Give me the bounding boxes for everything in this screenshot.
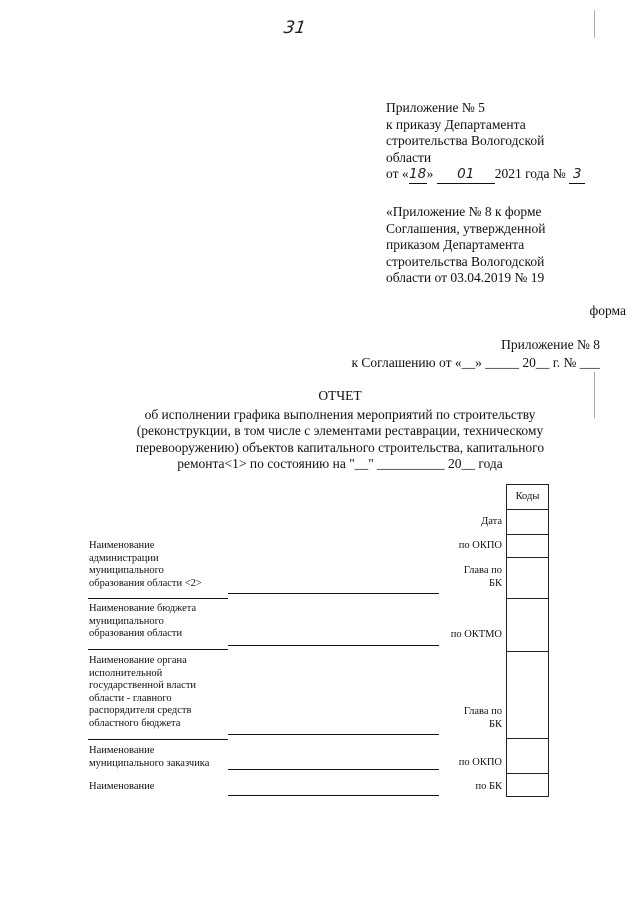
appendix8-agreement: к Соглашению от «__» _____ 20__ г. № ___: [351, 355, 600, 370]
label-organ-5: распорядителя средств: [89, 705, 192, 716]
label-glava-bk2-a: Глава по: [463, 706, 502, 717]
appendix8-note-line3: приказом Департамента: [386, 237, 525, 252]
label-okpo2: по ОКПО: [458, 757, 502, 768]
code-cell-oktmo[interactable]: [507, 599, 549, 652]
appendix5-line3: строительства Вологодской: [386, 133, 545, 148]
admin-field-line[interactable]: [228, 593, 439, 594]
label-admin-4: образования области <2>: [89, 577, 202, 589]
page-number: 31: [282, 18, 308, 38]
appendix8-note-line1: «Приложение № 8 к форме: [386, 204, 542, 219]
label-admin: [89, 540, 229, 590]
label-customer-2: муниципального заказчика: [89, 757, 210, 769]
code-cell-okpo2[interactable]: [507, 739, 549, 774]
organ-field-line[interactable]: [228, 734, 439, 735]
code-cell-okpo[interactable]: [507, 535, 549, 558]
label-glava-bk2: [440, 706, 502, 731]
codes-table: [506, 484, 549, 797]
label-customer-1: Наименование: [89, 745, 155, 756]
report-line4: ремонта<1> по состоянию на "__" __________ 20__ года: [177, 456, 503, 471]
label-organ-3: государственной власти: [89, 680, 197, 691]
appendix5-block: [386, 100, 626, 184]
section-divider: [88, 649, 228, 650]
report-block: [90, 388, 590, 473]
label-glava-bk2-b: БК: [488, 718, 502, 730]
margin-mark: [594, 10, 595, 38]
customer-field-line[interactable]: [228, 769, 439, 770]
code-cell-bk[interactable]: [507, 774, 549, 797]
appendix8-note-line4: строительства Вологодской: [386, 253, 545, 269]
label-organ-4: области - главного: [89, 692, 172, 704]
label-budget: [89, 603, 239, 641]
label-name: Наименование: [89, 781, 155, 792]
appendix8-title: Приложение № 8: [501, 337, 600, 352]
codes-header: Коды: [507, 485, 549, 510]
label-admin-1: Наименование: [89, 540, 155, 551]
label-oktmo: по ОКТМО: [450, 629, 502, 640]
order-number: 3: [569, 166, 585, 184]
order-month: 01: [437, 166, 495, 184]
margin-mark: [594, 372, 595, 418]
label-organ-1: Наименование органа: [89, 655, 187, 666]
report-line3: перевооружению) объектов капитального строительства, капитального: [135, 439, 545, 455]
appendix8-note-block: [386, 204, 626, 287]
budget-field-line[interactable]: [228, 645, 439, 646]
appendix8-note-line2: Соглашения, утвержденной: [386, 220, 546, 236]
report-line2: (реконструкции, в том числе с элементами реставрации, техническому: [136, 423, 544, 438]
name-field-line[interactable]: [228, 795, 439, 796]
label-admin-3: муниципального: [89, 565, 164, 576]
label-glava-bk1-b: БК: [488, 577, 502, 589]
label-admin-2: администрации: [89, 552, 159, 564]
code-cell-glava-bk2[interactable]: [507, 652, 549, 739]
report-title: ОТЧЕТ: [318, 388, 362, 403]
appendix8-note-line5: области от 03.04.2019 № 19: [386, 270, 545, 285]
from-prefix: от «: [386, 166, 409, 181]
label-budget-3: образования области: [89, 628, 183, 639]
code-cell-glava-bk[interactable]: [507, 558, 549, 599]
label-okpo1: по ОКПО: [458, 540, 502, 551]
label-customer: [89, 745, 239, 770]
appendix5-line2: к приказу Департамента: [386, 116, 526, 132]
appendix5-date-line: [386, 166, 626, 184]
order-year: 2021 года №: [494, 166, 566, 181]
quote-close: »: [426, 166, 434, 181]
order-day: 18: [409, 166, 427, 182]
label-organ-6: областного бюджета: [89, 717, 181, 729]
label-glava-bk1: [440, 565, 502, 590]
label-date: Дата: [481, 516, 502, 527]
report-line1: об исполнении графика выполнения мероприятий по строительству: [144, 406, 536, 422]
label-bk: по БК: [475, 781, 502, 792]
form-label: форма: [589, 303, 626, 318]
label-budget-1: Наименование бюджета: [89, 603, 197, 614]
label-organ-2: исполнительной: [89, 667, 163, 679]
section-divider: [88, 598, 228, 599]
appendix5-line4: области: [386, 149, 432, 165]
label-budget-2: муниципального: [89, 615, 164, 627]
code-cell-date[interactable]: [507, 510, 549, 535]
section-divider: [88, 739, 228, 740]
label-organ: [89, 655, 239, 730]
appendix5-line1: Приложение № 5: [386, 100, 485, 115]
label-glava-bk1-a: Глава по: [463, 565, 502, 576]
